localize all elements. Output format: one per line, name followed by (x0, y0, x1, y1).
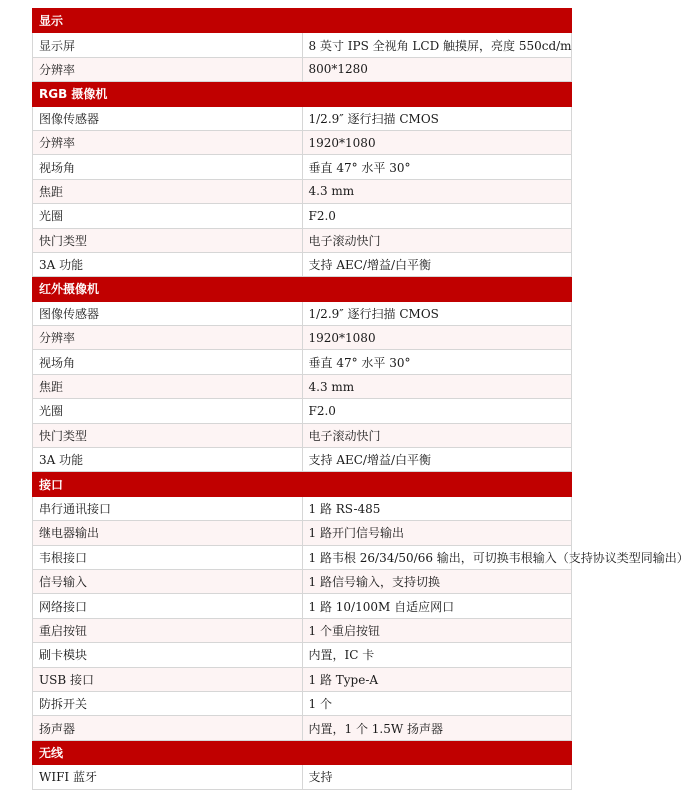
spec-row (33, 155, 572, 179)
spec-sheet (32, 8, 689, 790)
spec-value: 1920*1080 (302, 326, 572, 350)
spec-key: 显示屏 (33, 33, 303, 57)
spec-row (33, 716, 572, 740)
spec-key: 3A 功能 (33, 252, 303, 276)
spec-row (33, 326, 572, 350)
spec-row (33, 350, 572, 374)
section-title: 无线 (33, 740, 572, 764)
spec-key: WIFI 蓝牙 (33, 765, 303, 789)
spec-key: 焦距 (33, 179, 303, 203)
spec-value: 电子滚动快门 (302, 423, 572, 447)
spec-key: 继电器输出 (33, 521, 303, 545)
spec-key: 视场角 (33, 350, 303, 374)
spec-row (33, 667, 572, 691)
spec-value: 800*1280 (302, 57, 572, 81)
spec-row (33, 545, 572, 569)
spec-value: 8 英寸 IPS 全视角 LCD 触摸屏，亮度 550cd/m (302, 33, 572, 57)
spec-value: 1 路韦根 26/34/50/66 输出，可切换韦根输入（支持协议类型同输出） (302, 545, 572, 569)
spec-key: 重启按钮 (33, 618, 303, 642)
spec-value: 支持 AEC/增益/白平衡 (302, 252, 572, 276)
spec-row (33, 301, 572, 325)
spec-key: 分辨率 (33, 57, 303, 81)
spec-key: 网络接口 (33, 594, 303, 618)
spec-row (33, 643, 572, 667)
spec-row (33, 569, 572, 593)
spec-value: 1 路 Type-A (302, 667, 572, 691)
section-title: RGB 摄像机 (33, 82, 572, 106)
section-title: 红外摄像机 (33, 277, 572, 301)
spec-row (33, 57, 572, 81)
spec-row (33, 618, 572, 642)
spec-row (33, 496, 572, 520)
spec-value: 1920*1080 (302, 130, 572, 154)
spec-row (33, 594, 572, 618)
spec-row (33, 423, 572, 447)
spec-key: 串行通讯接口 (33, 496, 303, 520)
spec-key: 3A 功能 (33, 448, 303, 472)
spec-key: 刷卡模块 (33, 643, 303, 667)
spec-row (33, 228, 572, 252)
spec-value: 1 路 RS-485 (302, 496, 572, 520)
spec-row (33, 204, 572, 228)
spec-key: 扬声器 (33, 716, 303, 740)
section-header (33, 82, 572, 106)
spec-row (33, 374, 572, 398)
spec-table-body (33, 9, 689, 790)
spec-value: F2.0 (302, 204, 572, 228)
spec-row (33, 521, 572, 545)
spec-key: 分辨率 (33, 326, 303, 350)
spec-key: 信号输入 (33, 569, 303, 593)
section-header (33, 472, 572, 496)
spec-value: 1/2.9″ 逐行扫描 CMOS (302, 106, 572, 130)
spec-key: 光圈 (33, 204, 303, 228)
spec-row (33, 252, 572, 276)
spec-row (33, 399, 572, 423)
spec-value: F2.0 (302, 399, 572, 423)
spec-value: 支持 (302, 765, 572, 789)
spec-row (33, 691, 572, 715)
spec-value: 1 路 10/100M 自适应网口 (302, 594, 572, 618)
spec-value: 内置，IC 卡 (302, 643, 572, 667)
spec-row (33, 179, 572, 203)
spec-key: 图像传感器 (33, 301, 303, 325)
spec-value: 支持 AEC/增益/白平衡 (302, 448, 572, 472)
spec-key: 防拆开关 (33, 691, 303, 715)
section-title: 接口 (33, 472, 572, 496)
spec-key: USB 接口 (33, 667, 303, 691)
spec-key: 快门类型 (33, 423, 303, 447)
spec-key: 分辨率 (33, 130, 303, 154)
spec-value: 4.3 mm (302, 374, 572, 398)
spec-value: 1 路信号输入，支持切换 (302, 569, 572, 593)
section-title: 显示 (33, 9, 572, 33)
spec-value: 4.3 mm (302, 179, 572, 203)
spec-key: 光圈 (33, 399, 303, 423)
spec-value: 1 个重启按钮 (302, 618, 572, 642)
spec-key: 韦根接口 (33, 545, 303, 569)
spec-value: 电子滚动快门 (302, 228, 572, 252)
spec-row (33, 130, 572, 154)
spec-key: 图像传感器 (33, 106, 303, 130)
spec-value: 1/2.9″ 逐行扫描 CMOS (302, 301, 572, 325)
spec-key: 快门类型 (33, 228, 303, 252)
spec-key: 焦距 (33, 374, 303, 398)
section-header (33, 277, 572, 301)
spec-value: 垂直 47° 水平 30° (302, 155, 572, 179)
spec-value: 1 个 (302, 691, 572, 715)
spec-value: 内置，1 个 1.5W 扬声器 (302, 716, 572, 740)
spec-table (32, 8, 689, 790)
section-header (33, 9, 572, 33)
spec-value: 1 路开门信号输出 (302, 521, 572, 545)
spec-row (33, 33, 572, 57)
spec-key: 视场角 (33, 155, 303, 179)
spec-value: 垂直 47° 水平 30° (302, 350, 572, 374)
section-header (33, 740, 572, 764)
spec-row (33, 106, 572, 130)
spec-row (33, 765, 572, 789)
spec-row (33, 448, 572, 472)
